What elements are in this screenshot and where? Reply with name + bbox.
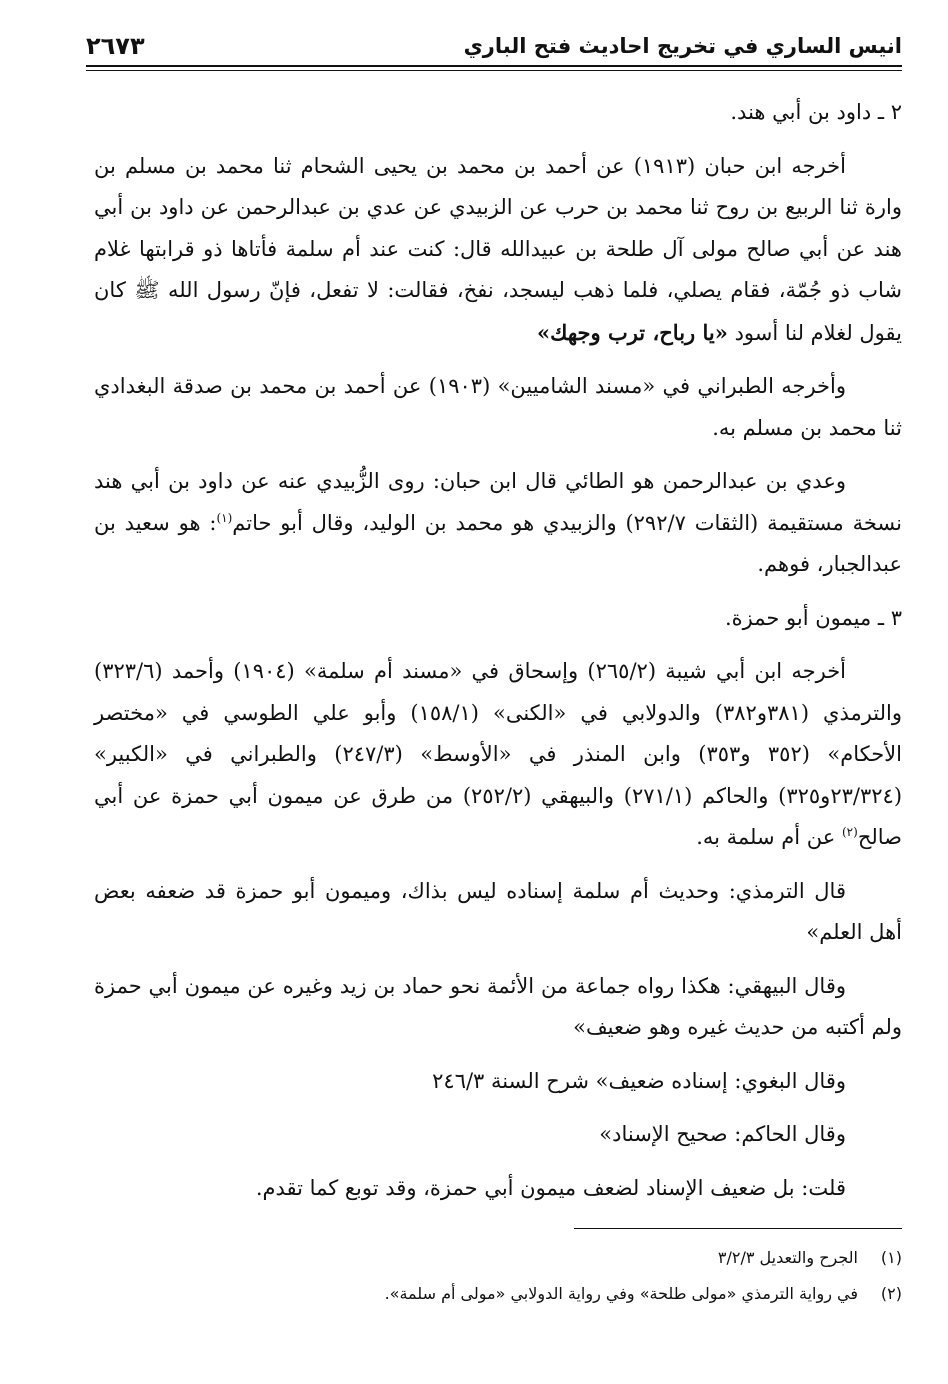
hadith-quote: «يا رباح، ترب وجهك» — [537, 319, 728, 345]
book-title: انيس الساري في تخريج احاديث فتح الباري — [463, 34, 902, 58]
paragraph-text: أخرجه ابن أبي شيبة (٢٦٥/٢) وإسحاق في «مسند أم سلمة» (١٩٠٤) وأحمد (٣٢٣/٦) والترمذي (٣٨١و٣٨٢) والدولابي في «الكنى» (١٥٨/١) وأبو علي الطوسي في «مختصر الأحكام» (٣٥٢ و٣٥٣) وابن المنذر في «الأوسط» (٢٤٧/٣) والطبراني في «الكبير» (٢٣/٣٢٤و٣٢٥) والحاكم (٢٧١/١) والبيهقي (٢٥٢/٢) من طرق عن ميمون أبي حمزة عن أبي صالح — [94, 659, 903, 849]
footnotes — [94, 1240, 902, 1312]
quote-baghawi: وقال البغوي: إسناده ضعيف» شرح السنة ٢٤٦/٣ — [432, 1068, 846, 1093]
footnote-2 — [94, 1276, 902, 1312]
footnote-number: (٢) — [880, 1284, 902, 1303]
paragraph-text: : هو سعيد بن عبدالجبار، فوهم. — [94, 510, 902, 576]
quote-hakim: وقال الحاكم: صحيح الإسناد» — [599, 1122, 846, 1146]
footnote-separator — [574, 1228, 902, 1229]
header-rule-thick — [86, 65, 902, 67]
page-header — [86, 28, 902, 64]
footnote-mark-1[interactable]: (١) — [216, 510, 233, 525]
footnote-text: الجرح والتعديل ٣/٢/٣ — [717, 1248, 858, 1267]
paragraph-ibn-hibban — [94, 146, 902, 355]
quote-tirmidhi: قال الترمذي: وحديث أم سلمة إسناده ليس بذاك، وميمون أبو حمزة قد ضعفه بعض أهل العلم» — [94, 878, 902, 944]
page-body — [94, 86, 902, 1221]
author-comment: قلت: بل ضعيف الإسناد لضعف ميمون أبي حمزة، وقد توبع كما تقدم. — [255, 1175, 846, 1200]
section-heading-3: ٣ ـ ميمون أبو حمزة. — [724, 605, 902, 630]
paragraph-tabarani: وأخرجه الطبراني في «مسند الشاميين» (١٩٠٣) عن أحمد بن محمد بن صدقة البغدادي ثنا محمد بن مسلم به. — [94, 374, 902, 440]
footnote-number: (١) — [880, 1248, 902, 1267]
section-heading-2: ٢ ـ داود بن أبي هند. — [730, 100, 902, 124]
paragraph-adi — [94, 461, 902, 586]
paragraph-text: عن أم سلمة به. — [696, 825, 842, 849]
footnote-1 — [94, 1240, 902, 1276]
page-number: ٢٦٧٣ — [86, 32, 145, 60]
paragraph-ibn-abi-shayba — [94, 651, 902, 859]
paragraph-text: أخرجه ابن حبان (١٩١٣) عن أحمد بن محمد بن يحيى الشحام ثنا محمد بن مسلم بن وارة ثنا الربيع بن روح ثنا محمد بن حرب عن الزبيدي عن عدي بن عبدالرحمن عن داود بن أبي هند عن أبي صالح مولى آل طلحة بن عبيدالله قال: كنت عند أم سلمة فأتاها ذو قرابتها غلام شاب ذو جُمّة، فقام يصلي، فلما ذهب ليسجد، نفخ، فقالت: لا تفعل، فإنّ رسول الله ﷺ كان يقول لغلام لنا أسود — [94, 153, 902, 345]
header-rule-thin — [86, 70, 902, 71]
footnote-mark-2[interactable]: (٢) — [841, 825, 858, 839]
footnote-text: في رواية الترمذي «مولى طلحة» وفي رواية الدولابي «مولى أم سلمة». — [384, 1284, 858, 1303]
quote-bayhaqi: وقال البيهقي: هكذا رواه جماعة من الأئمة نحو حماد بن زيد وغيره عن ميمون أبي حمزة ولم أكتبه من حديث غيره وهو ضعيف» — [94, 973, 902, 1039]
paragraph-text: وعدي بن عبدالرحمن هو الطائي قال ابن حبان: روى الزُّبيدي عنه عن داود بن أبي هند نسخة مستقيمة (الثقات ٢٩٢/٧) والزبيدي هو محمد بن الوليد، وقال أبو حاتم — [94, 469, 902, 535]
